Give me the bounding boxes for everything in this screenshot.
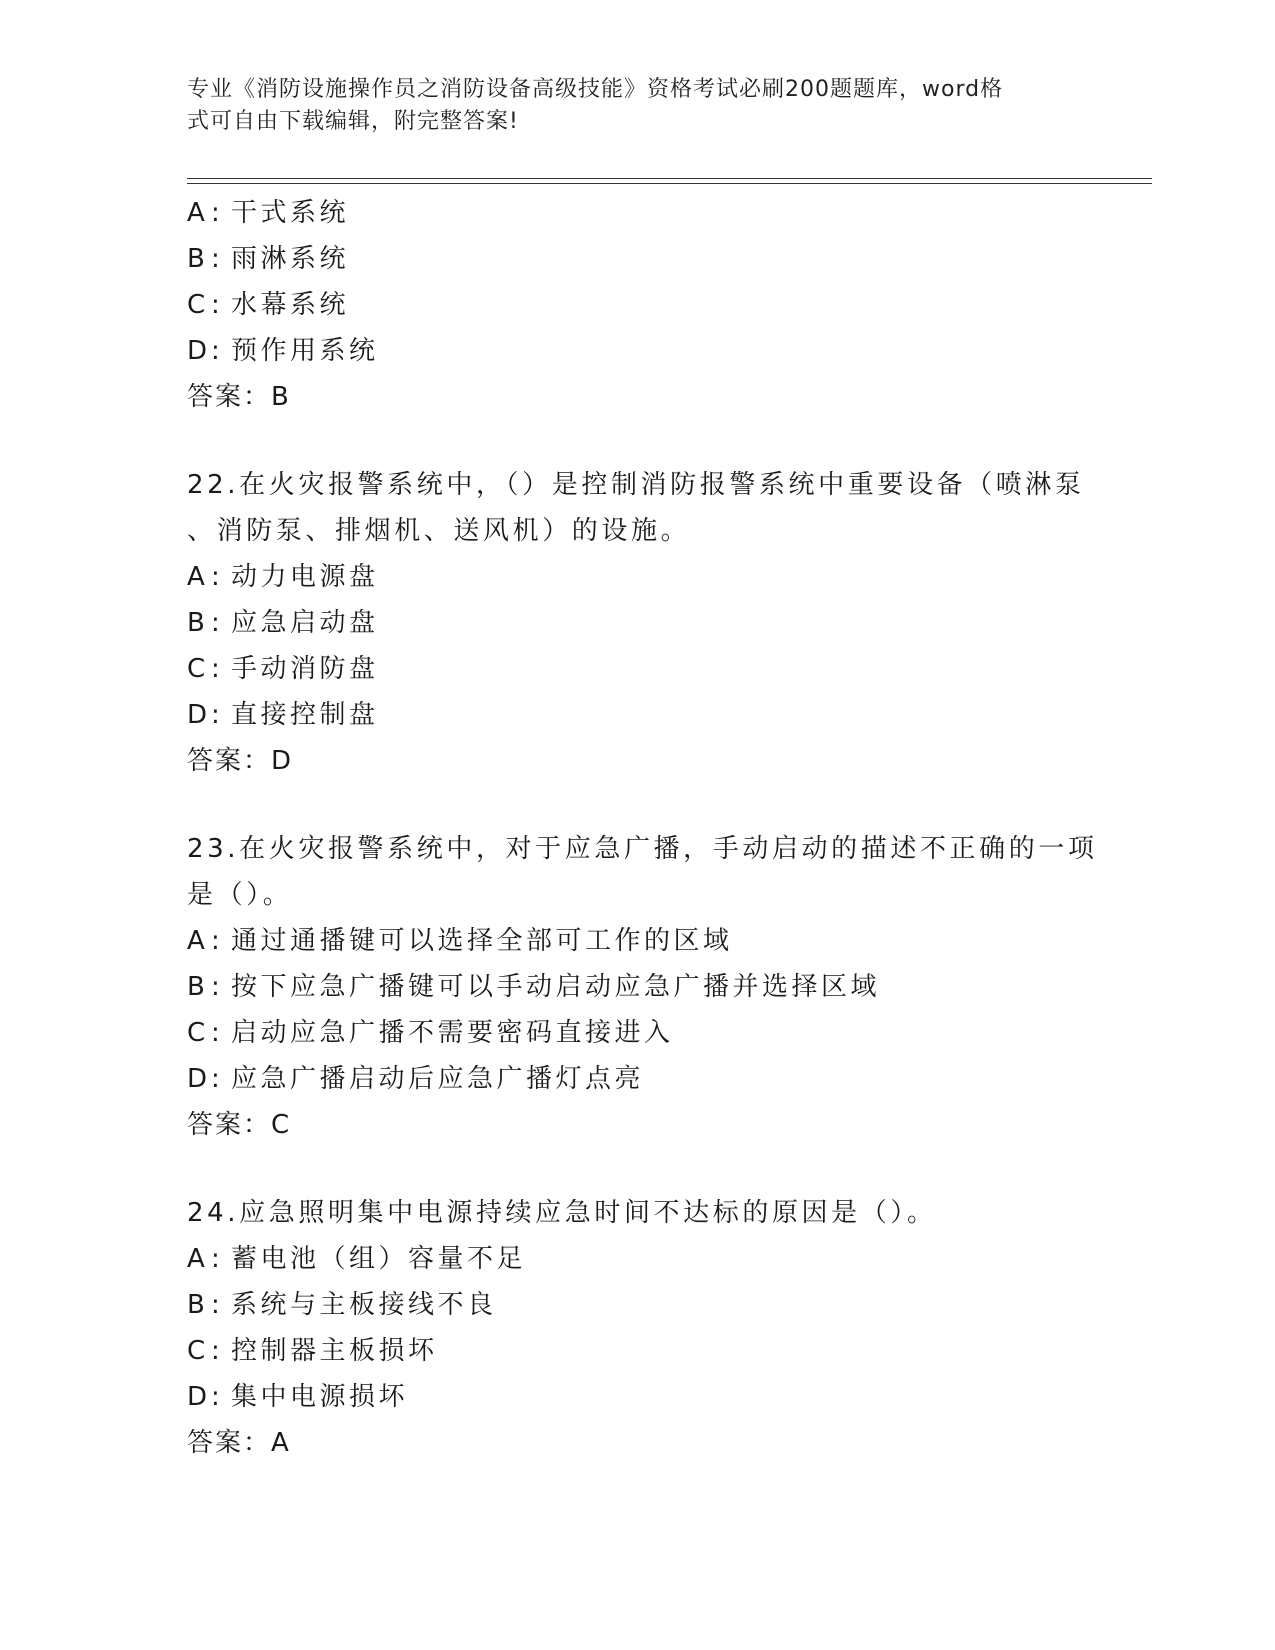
header-line-2: 式可自由下载编辑，附完整答案! (187, 109, 519, 134)
option-text: 干式系统 (231, 198, 350, 228)
option-letter: D (187, 1382, 211, 1412)
option-a (187, 190, 1087, 236)
option-text: 启动应急广播不需要密码直接进入 (231, 1018, 674, 1048)
option-text: 按下应急广播键可以手动启动应急广播并选择区域 (231, 972, 881, 1002)
option-text: 应急广播启动后应急广播灯点亮 (231, 1064, 645, 1094)
option-d (187, 1374, 1087, 1420)
option-text: 通过通播键可以选择全部可工作的区域 (231, 926, 733, 956)
option-colon: : (211, 198, 224, 228)
question-line: 23.在火灾报警系统中，对于应急广播，手动启动的描述不正确的一项 (187, 834, 1098, 864)
option-d (187, 328, 1087, 374)
option-text: 集中电源损坏 (231, 1382, 409, 1412)
option-colon: : (211, 926, 224, 956)
option-letter: D (187, 336, 211, 366)
option-colon: : (211, 608, 224, 638)
answer-value: A (271, 1428, 290, 1458)
answer-line (187, 1420, 1087, 1466)
question-block-23 (187, 826, 1098, 1148)
header-line-1: 专业《消防设施操作员之消防设备高级技能》资格考试必刷200题题库，word格 (187, 77, 1004, 102)
option-d (187, 1056, 1087, 1102)
option-colon: : (211, 1244, 224, 1274)
option-letter: B (187, 972, 209, 1002)
question-line: 、消防泵、排烟机、送风机）的设施。 (187, 516, 691, 546)
option-text: 手动消防盘 (231, 654, 379, 684)
option-letter: D (187, 700, 211, 730)
question-stem (187, 826, 1098, 918)
option-text: 水幕系统 (231, 290, 350, 320)
option-text: 雨淋系统 (231, 244, 350, 274)
option-colon: : (211, 244, 224, 274)
option-colon: : (211, 972, 224, 1002)
option-colon: : (211, 654, 224, 684)
option-a (187, 1236, 1087, 1282)
option-letter: C (187, 654, 209, 684)
spacer (187, 1148, 1087, 1190)
question-line: 24.应急照明集中电源持续应急时间不达标的原因是（）。 (187, 1198, 937, 1228)
answer-label: 答案： (187, 1428, 272, 1458)
option-d (187, 692, 1087, 738)
question-block-22 (187, 462, 1087, 784)
question-stem (187, 462, 1087, 554)
option-letter: C (187, 290, 209, 320)
option-colon: : (211, 1018, 224, 1048)
option-c (187, 1010, 1087, 1056)
option-colon: : (211, 1064, 224, 1094)
option-text: 应急启动盘 (231, 608, 379, 638)
question-line: 22.在火灾报警系统中，（）是控制消防报警系统中重要设备（喷淋泵 (187, 470, 1085, 500)
answer-line (187, 738, 1087, 784)
option-colon: : (211, 1290, 224, 1320)
option-text: 系统与主板接线不良 (231, 1290, 497, 1320)
answer-label: 答案： (187, 382, 272, 412)
option-letter: A (187, 926, 209, 956)
document-header (187, 74, 1087, 138)
option-a (187, 554, 1087, 600)
option-letter: A (187, 562, 209, 592)
spacer (187, 420, 1087, 462)
answer-line (187, 1102, 1087, 1148)
answer-value: D (271, 746, 293, 776)
option-b (187, 236, 1087, 282)
option-letter: A (187, 198, 209, 228)
question-block-24 (187, 1190, 1087, 1466)
option-colon: : (211, 700, 224, 730)
option-colon: : (211, 562, 224, 592)
option-colon: : (211, 336, 224, 366)
answer-value: B (271, 382, 290, 412)
option-colon: : (211, 1336, 224, 1366)
answer-label: 答案： (187, 1110, 272, 1140)
question-stem (187, 1190, 1087, 1236)
option-text: 预作用系统 (231, 336, 379, 366)
question-block-21 (187, 190, 1087, 420)
option-c (187, 646, 1087, 692)
option-a (187, 918, 1087, 964)
option-b (187, 964, 1087, 1010)
option-letter: B (187, 608, 209, 638)
option-c (187, 282, 1087, 328)
option-letter: B (187, 244, 209, 274)
option-letter: D (187, 1064, 211, 1094)
option-text: 动力电源盘 (231, 562, 379, 592)
option-c (187, 1328, 1087, 1374)
option-text: 直接控制盘 (231, 700, 379, 730)
option-b (187, 1282, 1087, 1328)
option-letter: C (187, 1018, 209, 1048)
document-body (187, 190, 1098, 1466)
header-divider-top (187, 178, 1152, 179)
answer-label: 答案： (187, 746, 272, 776)
option-letter: B (187, 1290, 209, 1320)
option-text: 蓄电池（组）容量不足 (231, 1244, 527, 1274)
option-text: 控制器主板损坏 (231, 1336, 438, 1366)
option-letter: A (187, 1244, 209, 1274)
header-divider-bottom (187, 183, 1152, 184)
answer-line (187, 374, 1087, 420)
option-letter: C (187, 1336, 209, 1366)
question-line: 是（）。 (187, 880, 293, 910)
option-colon: : (211, 290, 224, 320)
option-b (187, 600, 1087, 646)
answer-value: C (271, 1110, 291, 1140)
option-colon: : (211, 1382, 224, 1412)
spacer (187, 784, 1087, 826)
